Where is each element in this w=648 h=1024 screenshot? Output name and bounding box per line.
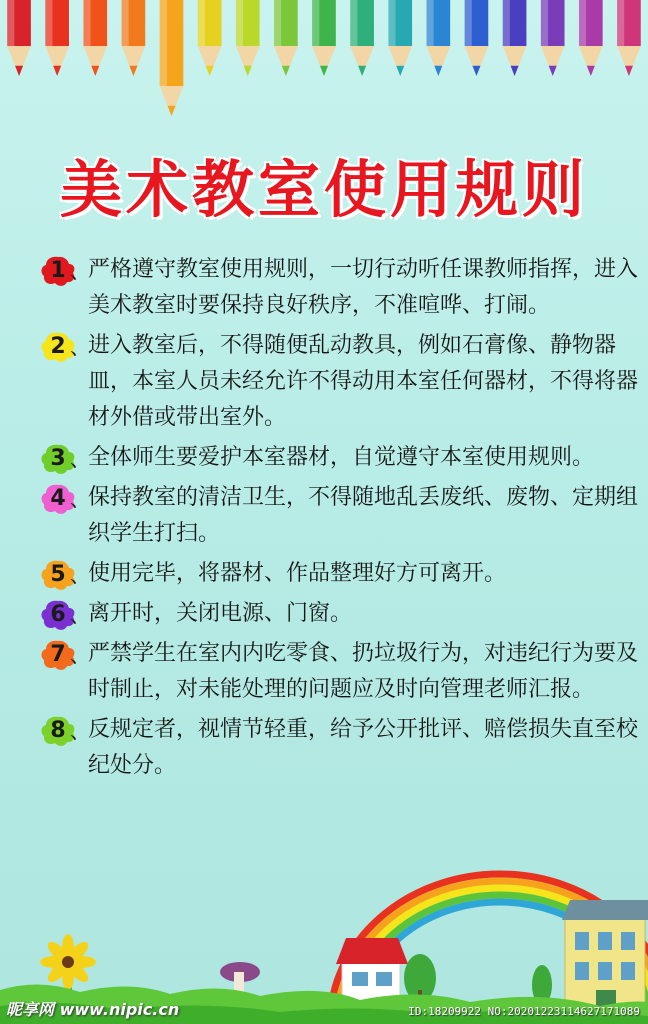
rule-item bbox=[38, 596, 638, 632]
rule-number-separator: 、 bbox=[70, 643, 90, 667]
pencil-icon bbox=[427, 0, 451, 76]
rule-number: 4 bbox=[50, 486, 66, 511]
page-title: 美术教室使用规则 bbox=[59, 153, 588, 226]
pencil-icon bbox=[541, 0, 565, 76]
rule-number-badge bbox=[38, 254, 90, 288]
rule-number-badge bbox=[38, 598, 90, 632]
pencil-icon bbox=[274, 0, 298, 76]
rule-text: 使用完毕，将器材、作品整理好方可离开。 bbox=[88, 561, 507, 586]
rule-number-separator: 、 bbox=[70, 487, 90, 511]
rule-number: 8 bbox=[50, 718, 66, 743]
pencil-icon bbox=[45, 0, 69, 76]
building-illustration bbox=[562, 900, 648, 1018]
pencil-icon bbox=[350, 0, 374, 76]
rule-item bbox=[38, 252, 638, 324]
pencil-icon bbox=[198, 0, 222, 76]
rule-number-separator: 、 bbox=[70, 603, 90, 627]
rule-text: 保持教室的清洁卫生，不得随地乱丢废纸、废物、定期组织学生打扫。 bbox=[88, 485, 639, 546]
pencil-icon bbox=[7, 0, 31, 76]
mushroom-illustration bbox=[220, 962, 260, 992]
rule-item bbox=[38, 636, 638, 708]
rule-number: 5 bbox=[50, 562, 66, 587]
rule-text: 严格遵守教室使用规则，一切行动听任课教师指挥，进入美术教室时要保持良好秩序，不准喧哗、打闹。 bbox=[88, 257, 639, 318]
rule-number-badge bbox=[38, 714, 90, 748]
pencil-border bbox=[0, 0, 648, 135]
pencil-icon bbox=[312, 0, 336, 76]
pencil-icon bbox=[579, 0, 603, 76]
rule-text: 严禁学生在室内内吃零食、扔垃圾行为，对违纪行为要及时制止，对未能处理的问题应及时向管理老师汇报。 bbox=[88, 641, 639, 702]
rule-text: 进入教室后，不得随便乱动教具，例如石膏像、静物器皿，本室人员未经允许不得动用本室任何器材，不得将器材外借或带出室外。 bbox=[88, 333, 639, 430]
rule-number-separator: 、 bbox=[70, 719, 90, 743]
rule-number-badge bbox=[38, 558, 90, 592]
pencil-icon bbox=[236, 0, 260, 76]
rule-number-badge bbox=[38, 330, 90, 364]
rule-number: 3 bbox=[50, 446, 66, 471]
rule-item bbox=[38, 328, 638, 436]
rule-item bbox=[38, 556, 638, 592]
rule-number-badge bbox=[38, 638, 90, 672]
rules-list bbox=[38, 252, 638, 788]
rule-number-separator: 、 bbox=[70, 563, 90, 587]
rule-text: 全体师生要爱护本室器材，自觉遵守本室使用规则。 bbox=[88, 445, 595, 470]
rule-number-badge bbox=[38, 482, 90, 516]
rule-number: 2 bbox=[50, 334, 66, 359]
rule-number-separator: 、 bbox=[70, 335, 90, 359]
pencil-icon bbox=[465, 0, 489, 76]
pencil-icon bbox=[388, 0, 412, 76]
pencil-icon bbox=[122, 0, 146, 76]
rule-number-separator: 、 bbox=[70, 447, 90, 471]
watermark-left: 昵享网 www.nipic.cn bbox=[6, 1000, 180, 1019]
pencil-icon bbox=[83, 0, 107, 76]
rule-number: 6 bbox=[50, 602, 66, 627]
rule-number-separator: 、 bbox=[70, 259, 90, 283]
watermark-right: ID:18209922 NO:20201223114627171089 bbox=[408, 1005, 640, 1018]
pencil-icon bbox=[160, 0, 184, 116]
rule-item bbox=[38, 440, 638, 476]
rule-item bbox=[38, 712, 638, 784]
pencil-icon bbox=[503, 0, 527, 76]
rule-number: 1 bbox=[50, 258, 66, 283]
rule-text: 离开时，关闭电源、门窗。 bbox=[88, 601, 353, 626]
rule-text: 反规定者，视情节轻重，给予公开批评、赔偿损失直至校纪处分。 bbox=[88, 717, 639, 778]
rule-item bbox=[38, 480, 638, 552]
pencil-icon bbox=[617, 0, 641, 76]
rule-number-badge bbox=[38, 442, 90, 476]
rule-number: 7 bbox=[50, 642, 66, 667]
